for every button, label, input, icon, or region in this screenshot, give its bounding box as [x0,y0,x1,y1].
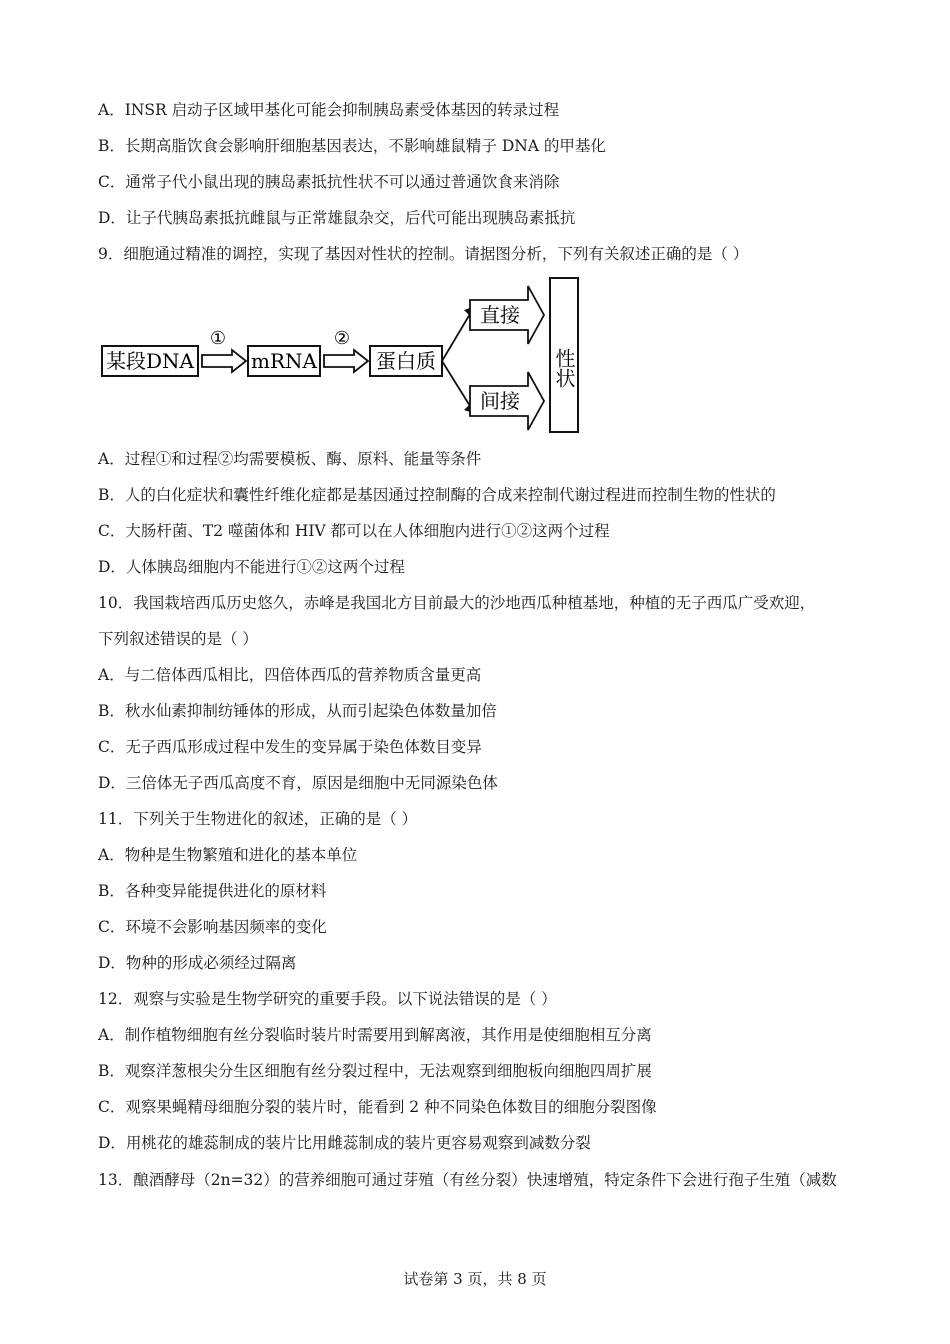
q10-stem-line-2: 下列叙述错误的是（ ） [98,630,258,648]
q8-option-a: A．INSR 启动子区域甲基化可能会抑制胰岛素受体基因的转录过程 [98,101,560,119]
q8-option-d: D．让子代胰岛素抵抗雌鼠与正常雄鼠杂交，后代可能出现胰岛素抵抗 [98,209,576,227]
q8-option-c: C．通常子代小鼠出现的胰岛素抵抗性状不可以通过普通饮食来消除 [98,173,560,191]
q8-option-b: B．长期高脂饮食会影响肝细胞基因表达，不影响雄鼠精子 DNA 的甲基化 [98,137,606,155]
q10-option-b: B．秋水仙素抑制纺锤体的形成，从而引起染色体数量加倍 [98,702,497,720]
q11-option-a: A．物种是生物繁殖和进化的基本单位 [98,846,358,864]
q11-option-b: B．各种变异能提供进化的原材料 [98,882,327,900]
q9-option-d: D．人体胰岛细胞内不能进行①②这两个过程 [98,558,405,576]
q12-option-a: A．制作植物细胞有丝分裂临时装片时需要用到解离液，其作用是使细胞相互分离 [98,1026,652,1044]
q12-stem: 12．观察与实验是生物学研究的重要手段。以下说法错误的是（ ） [98,990,557,1008]
protein-label: 蛋白质 [376,349,436,373]
mrna-label: mRNA [251,349,317,373]
step-1-label: ① [209,328,227,349]
page-footer: 试卷第 3 页，共 8 页 [403,1270,547,1288]
dna-label: 某段DNA [106,349,194,373]
branch-line-up [442,314,470,361]
step-2-label: ② [333,328,351,349]
q11-option-c: C．环境不会影响基因频率的变化 [98,918,327,936]
q12-option-b: B．观察洋葱根尖分生区细胞有丝分裂过程中，无法观察到细胞板向细胞四周扩展 [98,1062,652,1080]
q11-option-d: D．物种的形成必须经过隔离 [98,954,297,972]
q10-stem-line-1: 10．我国栽培西瓜历史悠久，赤峰是我国北方目前最大的沙地西瓜种植基地，种植的无子西瓜广受欢迎， [98,594,816,612]
q9-option-b: B．人的白化症状和囊性纤维化症都是基因通过控制酶的合成来控制代谢过程进而控制生物的性状的 [98,486,776,504]
q12-option-c: C．观察果蝇精母细胞分裂的装片时，能看到 2 种不同染色体数目的细胞分裂图像 [98,1098,657,1116]
direct-label: 直接 [480,303,520,327]
q12-option-d: D．用桃花的雄蕊制成的装片比用雌蕊制成的装片更容易观察到减数分裂 [98,1134,591,1152]
arrow-2 [324,350,368,372]
q10-option-c: C．无子西瓜形成过程中发生的变异属于染色体数目变异 [98,738,482,756]
arrow-1 [202,350,246,372]
q9-stem: 9．细胞通过精准的调控，实现了基因对性状的控制。请据图分析，下列有关叙述正确的是（ ） [98,245,749,263]
indirect-label: 间接 [480,389,520,413]
trait-label: 性状 [552,348,576,388]
q9-option-c: C．大肠杆菌、T2 噬菌体和 HIV 都可以在人体细胞内进行①②这两个过程 [98,522,610,540]
branch-line-down [442,361,470,406]
q10-option-d: D．三倍体无子西瓜高度不育，原因是细胞中无同源染色体 [98,774,498,792]
q13-stem: 13．酿酒酵母（2n=32）的营养细胞可通过芽殖（有丝分裂）快速增殖，特定条件下会进行孢子生殖（减数 [98,1171,837,1189]
gene-expression-diagram [98,272,588,436]
q11-stem: 11．下列关于生物进化的叙述，正确的是（ ） [98,810,418,828]
q9-option-a: A．过程①和过程②均需要模板、酶、原料、能量等条件 [98,450,482,468]
q10-option-a: A．与二倍体西瓜相比，四倍体西瓜的营养物质含量更高 [98,666,482,684]
